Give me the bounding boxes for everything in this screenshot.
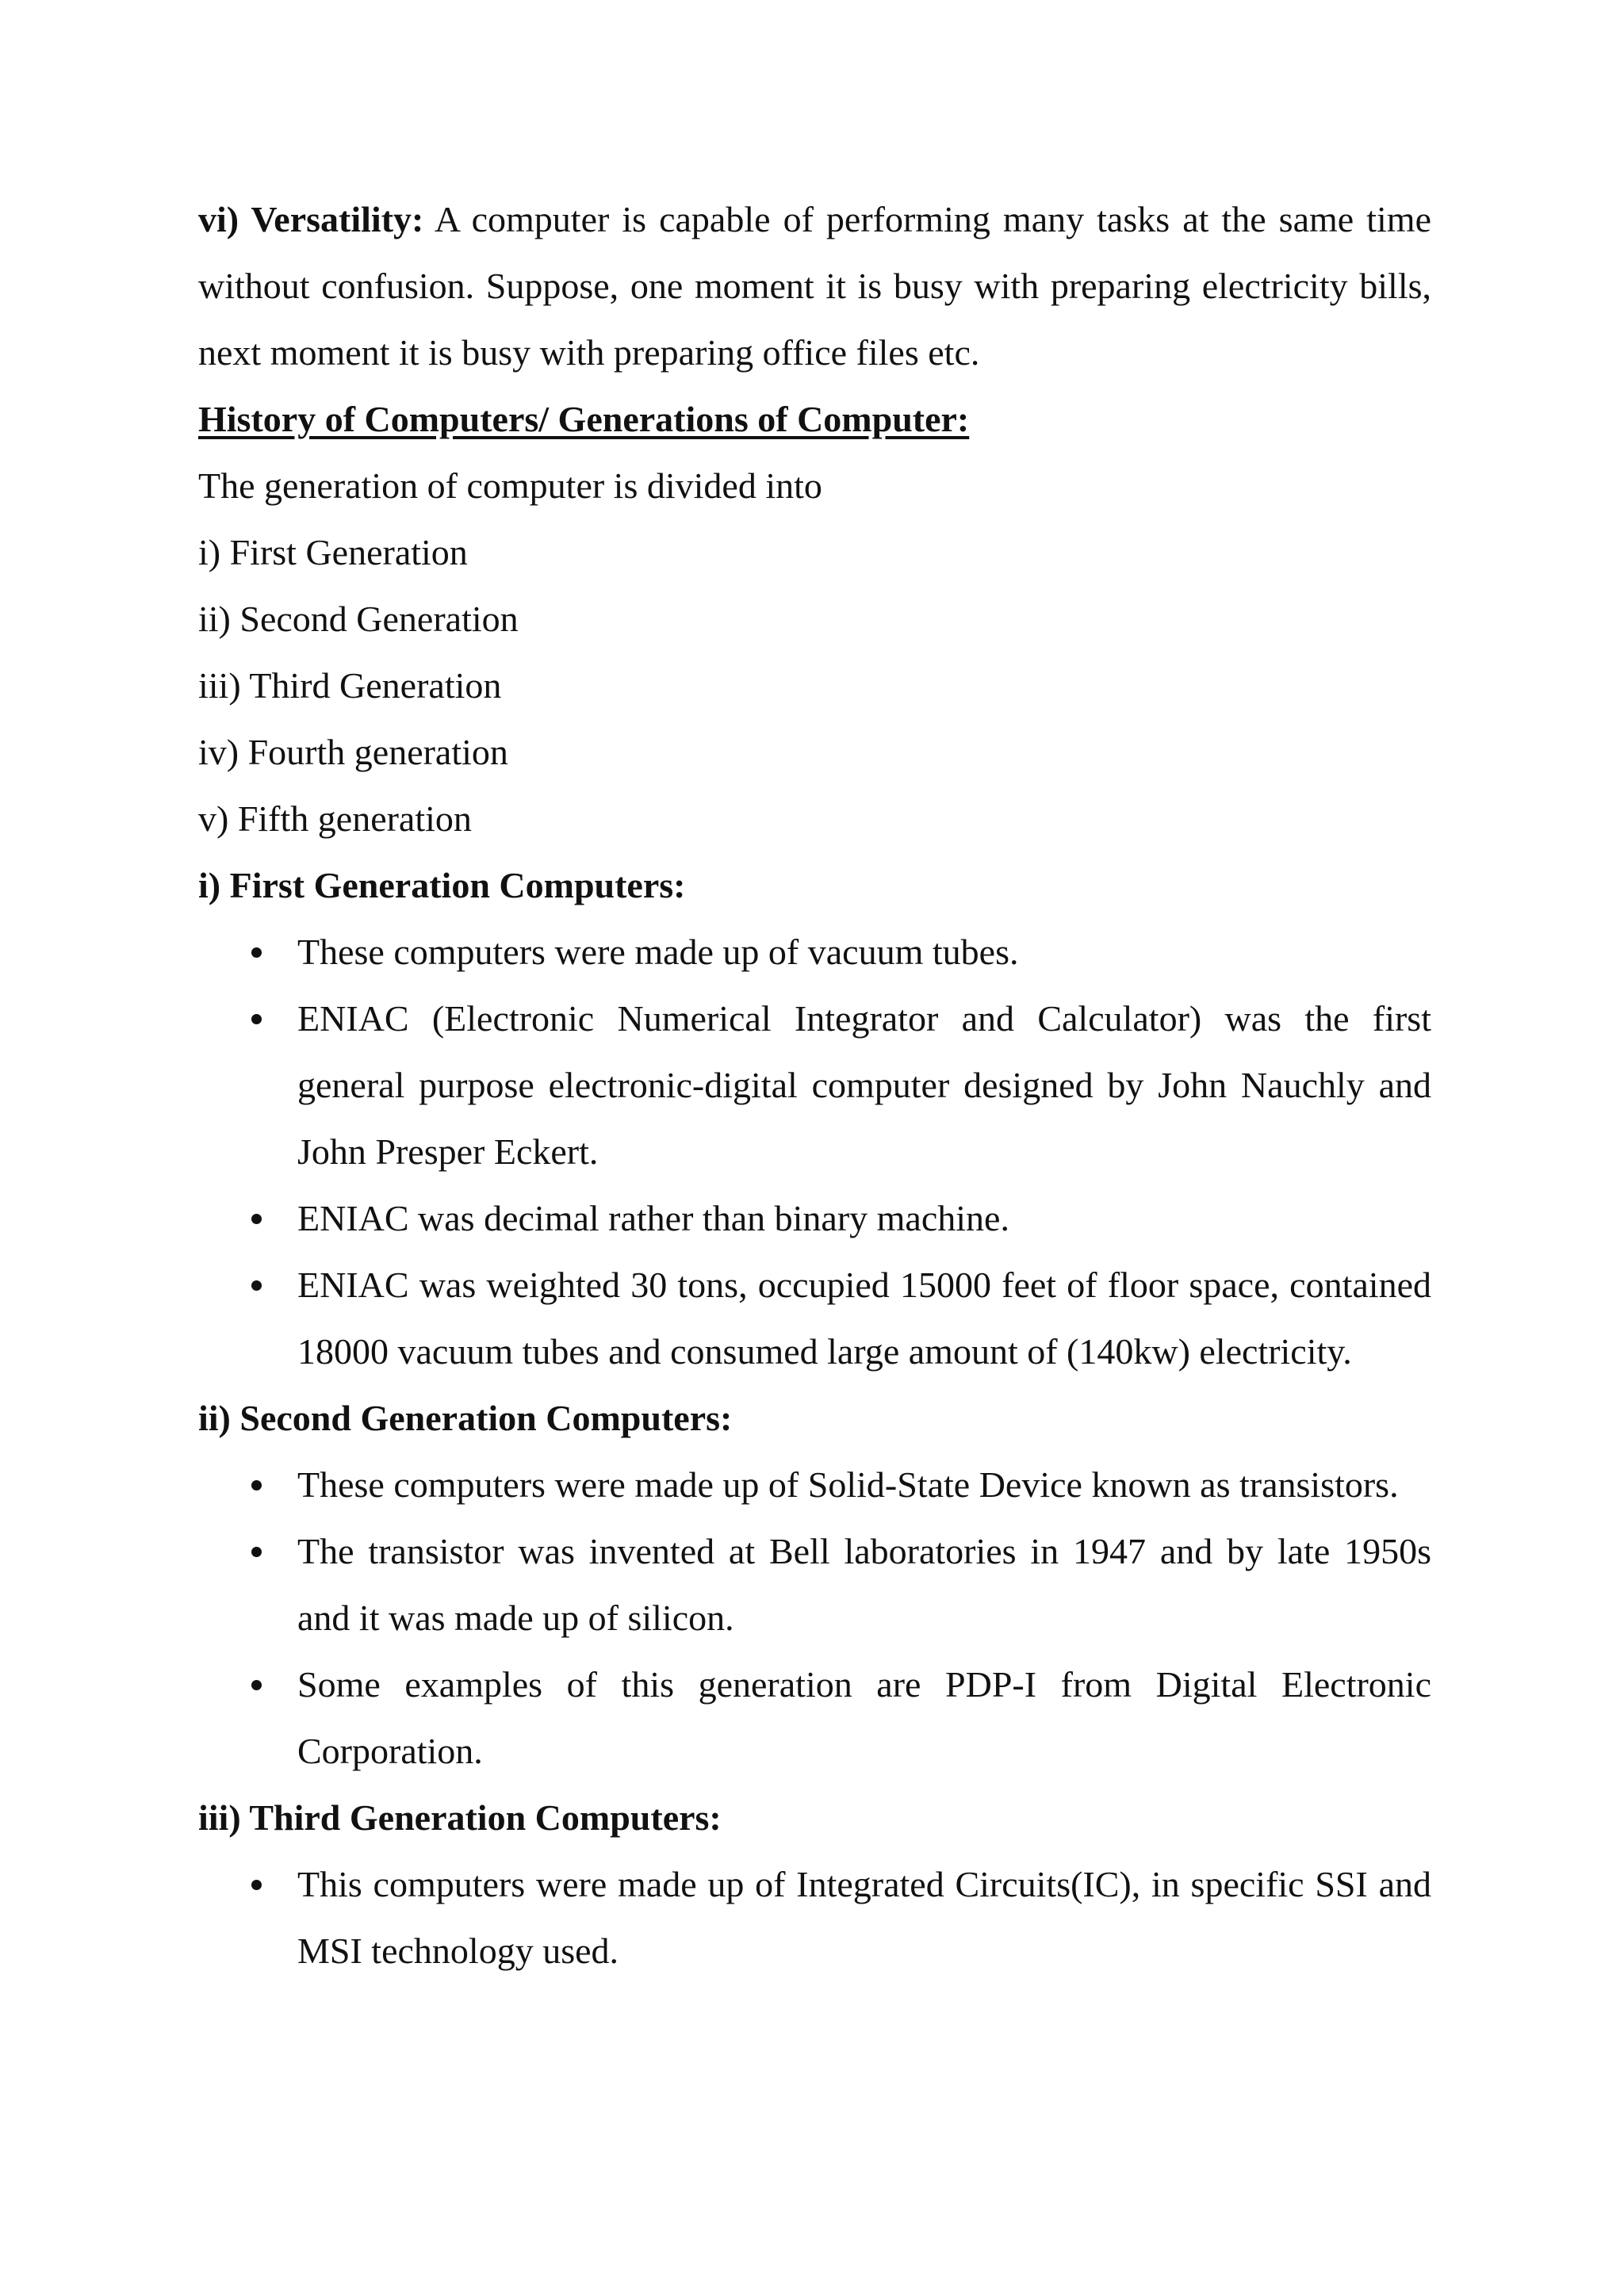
versatility-paragraph <box>198 186 1431 386</box>
versatility-lead: vi) Versatility: <box>198 199 424 239</box>
document-page <box>198 186 1431 1984</box>
bullet-item <box>198 1651 1431 1785</box>
bullet-text: ENIAC (Electronic Numerical Integrator and Calculator) was the first general purpose electronic-digital computer designed by John Nauchly and John Presper Eckert. <box>297 998 1431 1172</box>
generation-list-item: v) Fifth generation <box>198 798 472 839</box>
bullet-item <box>198 1518 1431 1651</box>
generation-list-item: iv) Fourth generation <box>198 732 508 772</box>
bullet-item <box>198 1185 1431 1252</box>
generation-list-item: ii) Second Generation <box>198 599 519 639</box>
bullet-icon <box>251 947 262 958</box>
bullet-icon <box>251 1680 262 1690</box>
bullet-text: ENIAC was weighted 30 tons, occupied 15000 feet of floor space, contained 18000 vacuum tubes and consumed large amount of (140kw) electricity. <box>297 1265 1431 1372</box>
history-heading: History of Computers/ Generations of Computer: <box>198 399 970 439</box>
bullet-text: These computers were made up of Solid-State Device known as transistors. <box>297 1464 1399 1505</box>
bullet-text: These computers were made up of vacuum tubes. <box>297 932 1019 972</box>
bullet-icon <box>251 1480 262 1490</box>
bullet-text: Some examples of this generation are PDP-I from Digital Electronic Corporation. <box>297 1664 1431 1771</box>
third-generation-heading: iii) Third Generation Computers: <box>198 1797 722 1838</box>
bullet-item <box>198 919 1431 985</box>
bullet-item <box>198 1452 1431 1518</box>
generation-list-item: iii) Third Generation <box>198 665 502 706</box>
bullet-icon <box>251 1880 262 1890</box>
second-generation-heading: ii) Second Generation Computers: <box>198 1398 733 1438</box>
history-intro: The generation of computer is divided into <box>198 465 822 506</box>
generation-list-item: i) First Generation <box>198 532 468 572</box>
first-generation-heading: i) First Generation Computers: <box>198 865 686 905</box>
bullet-icon <box>251 1280 262 1291</box>
bullet-item <box>198 1252 1431 1385</box>
third-generation-bullets <box>198 1851 1431 1984</box>
bullet-item <box>198 1851 1431 1984</box>
first-generation-bullets <box>198 919 1431 1385</box>
second-generation-bullets <box>198 1452 1431 1785</box>
bullet-text: The transistor was invented at Bell laboratories in 1947 and by late 1950s and it was made up of silicon. <box>297 1531 1431 1638</box>
bullet-icon <box>251 1547 262 1557</box>
bullet-item <box>198 985 1431 1185</box>
bullet-icon <box>251 1014 262 1024</box>
bullet-text: This computers were made up of Integrated Circuits(IC), in specific SSI and MSI technology used. <box>297 1864 1431 1971</box>
bullet-icon <box>251 1214 262 1224</box>
bullet-text: ENIAC was decimal rather than binary machine. <box>297 1198 1009 1238</box>
versatility-text: A computer is capable of performing many tasks at the same time without confusion. Suppose, one moment it is busy with preparing electricity bills, next moment it is busy with preparing office files etc. <box>198 199 1432 373</box>
